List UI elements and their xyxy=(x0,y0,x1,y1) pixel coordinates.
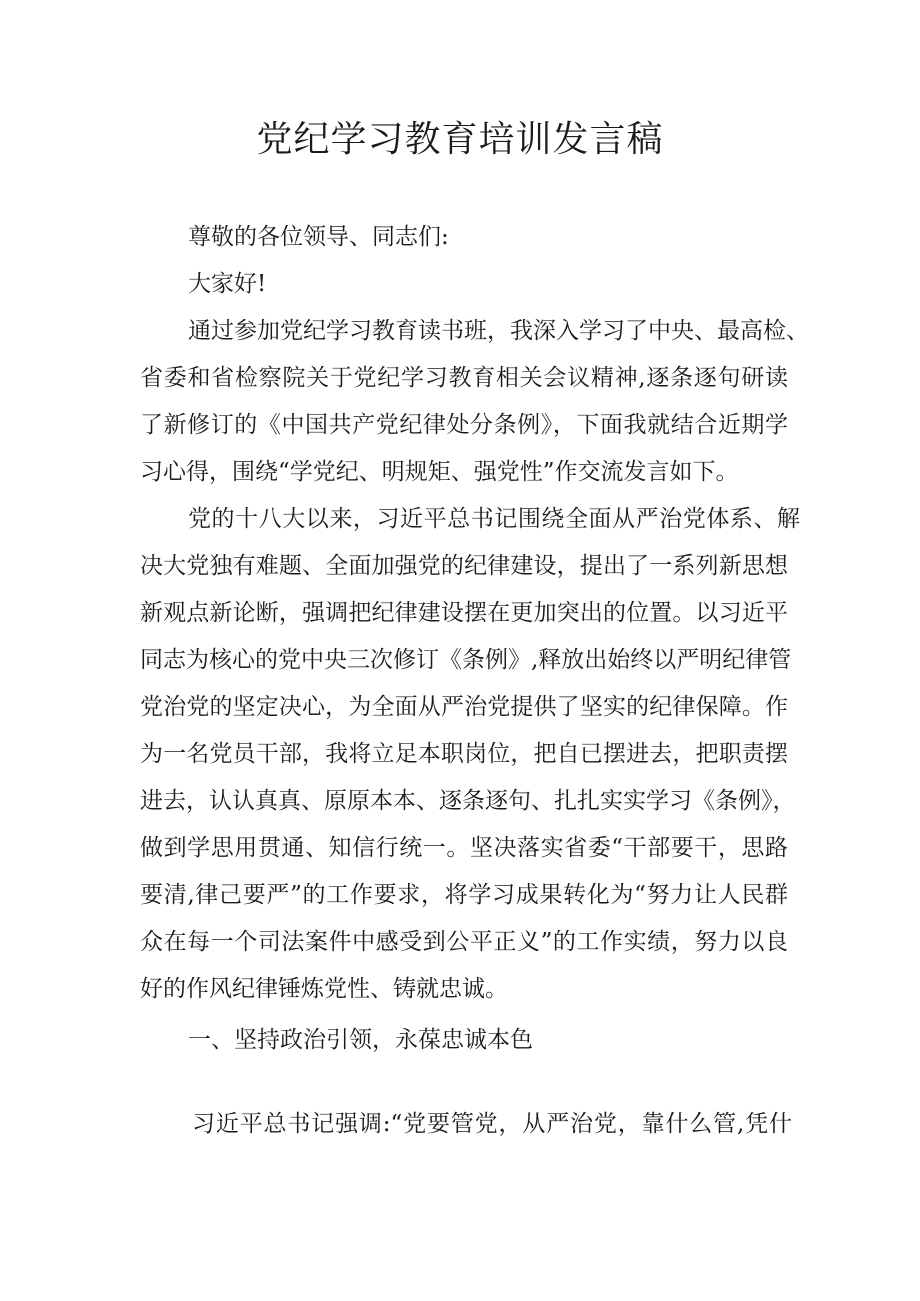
paragraph-2-line: 为一名党员干部，我将立足本职岗位，把自已摆进去，把职责摆 xyxy=(140,741,788,767)
paragraph-2-line: 做到学思用贯通、知信行统一。坚决落实省委“干部要干，思路 xyxy=(140,835,788,861)
paragraph-3-line: 习近平总书记强调:“党要管党，从严治党，靠什么管,凭什 xyxy=(192,1111,792,1137)
paragraph-2-line: 同志为核心的党中央三次修订《条例》,释放出始终以严明纪律管 xyxy=(140,647,792,673)
paragraph-1-line: 了新修订的《中国共产党纪律处分条例》，下面我就结合近期学 xyxy=(140,412,788,438)
paragraph-2-line: 党治党的坚定决心，为全面从严治党提供了坚实的纪律保障。作 xyxy=(140,694,788,720)
document-title: 党纪学习教育培训发言稿 xyxy=(256,119,664,160)
paragraph-2-line: 决大党独有难题、全面加强党的纪律建设，提出了一系列新思想 xyxy=(140,553,788,579)
section-heading: 一、坚持政治引领，永葆忠诚本色 xyxy=(188,1027,533,1053)
paragraph-2-line: 要清,律己要严”的工作要求，将学习成果转化为“努力让人民群 xyxy=(140,882,788,908)
paragraph-2-line: 新观点新论断，强调把纪律建设摆在更加突出的位置。以习近平 xyxy=(140,600,788,626)
greeting: 大家好! xyxy=(188,271,267,297)
paragraph-1-line: 省委和省检察院关于党纪学习教育相关会议精神,逐条逐句研读 xyxy=(140,365,788,391)
paragraph-2-line: 众在每一个司法案件中感受到公平正义”的工作实绩，努力以良 xyxy=(140,929,788,955)
salutation: 尊敬的各位领导、同志们: xyxy=(188,224,449,250)
paragraph-1-line: 通过参加党纪学习教育读书班，我深入学习了中央、最高检、 xyxy=(188,318,809,344)
paragraph-2-line: 党的十八大以来，习近平总书记围绕全面从严治党体系、解 xyxy=(188,506,800,532)
paragraph-2-line: 好的作风纪律锤炼党性、铸就忠诚。 xyxy=(140,976,508,1002)
paragraph-1-line: 习心得，围绕“学党纪、明规矩、强党性”作交流发言如下。 xyxy=(140,459,739,485)
paragraph-2-line: 进去，认认真真、原原本本、逐条逐句、扎扎实实学习《条例》， xyxy=(140,788,796,814)
